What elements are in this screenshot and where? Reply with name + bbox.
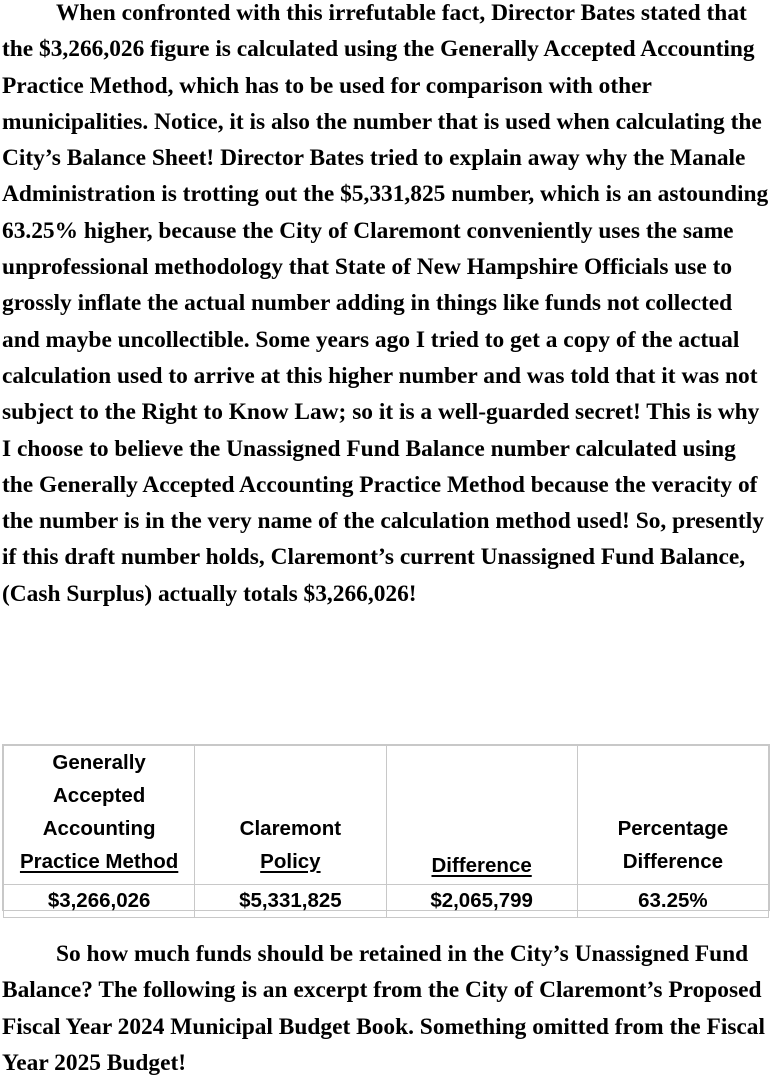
- header-policy-line-2: Policy: [260, 850, 321, 873]
- cell-policy-value: $5,331,825: [195, 885, 386, 918]
- paragraph-budget-excerpt: So how much funds should be retained in the City’s Unassigned Fund Balance? The following is an excerpt from the City of Claremont’s Proposed Fiscal Year 2024 Municipal Budget Book. Something omitted from the Fiscal Year 2025 Budget!: [2, 941, 765, 1076]
- header-difference: [386, 746, 577, 885]
- cell-difference-value: $2,065,799: [386, 885, 577, 918]
- header-policy-line-1: Claremont: [239, 817, 342, 840]
- header-gaap-line-4: Practice Method: [19, 850, 179, 873]
- comparison-table: [3, 745, 769, 918]
- paragraph-unassigned-fund-balance: When confronted with this irrefutable fact, Director Bates stated that the $3,266,026 figure is calculated using the Generally Accepted Accounting Practice Method, which has to be used for comparison with other municipalities. Notice, it is also the number that is used when calculating the City’s Balance Sheet! Director Bates tried to explain away why the Manale Administration is trotting out the $5,331,825 number, which is an astounding 63.25% higher, because the City of Claremont conveniently uses the same unprofessional methodology that State of New Hampshire Officials use to grossly inflate the actual number adding in things like funds not collected and maybe uncollectible. Some years ago I tried to get a copy of the actual calculation used to arrive at this higher number and was told that it was not subject to the Right to Know Law; so it is a well-guarded secret! This is why I choose to believe the Unassigned Fund Balance number calculated using the Generally Accepted Accounting Practice Method because the veracity of the number is in the very name of the calculation method used! So, presently if this draft number holds, Claremont’s current Unassigned Fund Balance, (Cash Surplus) actually totals $3,266,026!: [2, 0, 769, 607]
- header-percentage-line-1: Percentage: [617, 817, 729, 840]
- cell-percentage-value: 63.25%: [577, 885, 768, 918]
- header-gaap-line-1: Generally: [52, 751, 146, 774]
- cell-gaap-value: $3,266,026: [4, 885, 195, 918]
- header-gaap-line-3: Accounting: [42, 817, 156, 840]
- header-difference-label: Difference: [431, 854, 532, 877]
- table-header-row: [4, 746, 769, 885]
- header-gaap-line-2: Accepted: [52, 784, 146, 807]
- header-percentage: [577, 746, 768, 885]
- header-gaap: [4, 746, 195, 885]
- fund-balance-comparison-table: [2, 744, 770, 911]
- header-policy: [195, 746, 386, 885]
- table-row: [4, 885, 769, 918]
- header-percentage-line-2: Difference: [622, 850, 723, 873]
